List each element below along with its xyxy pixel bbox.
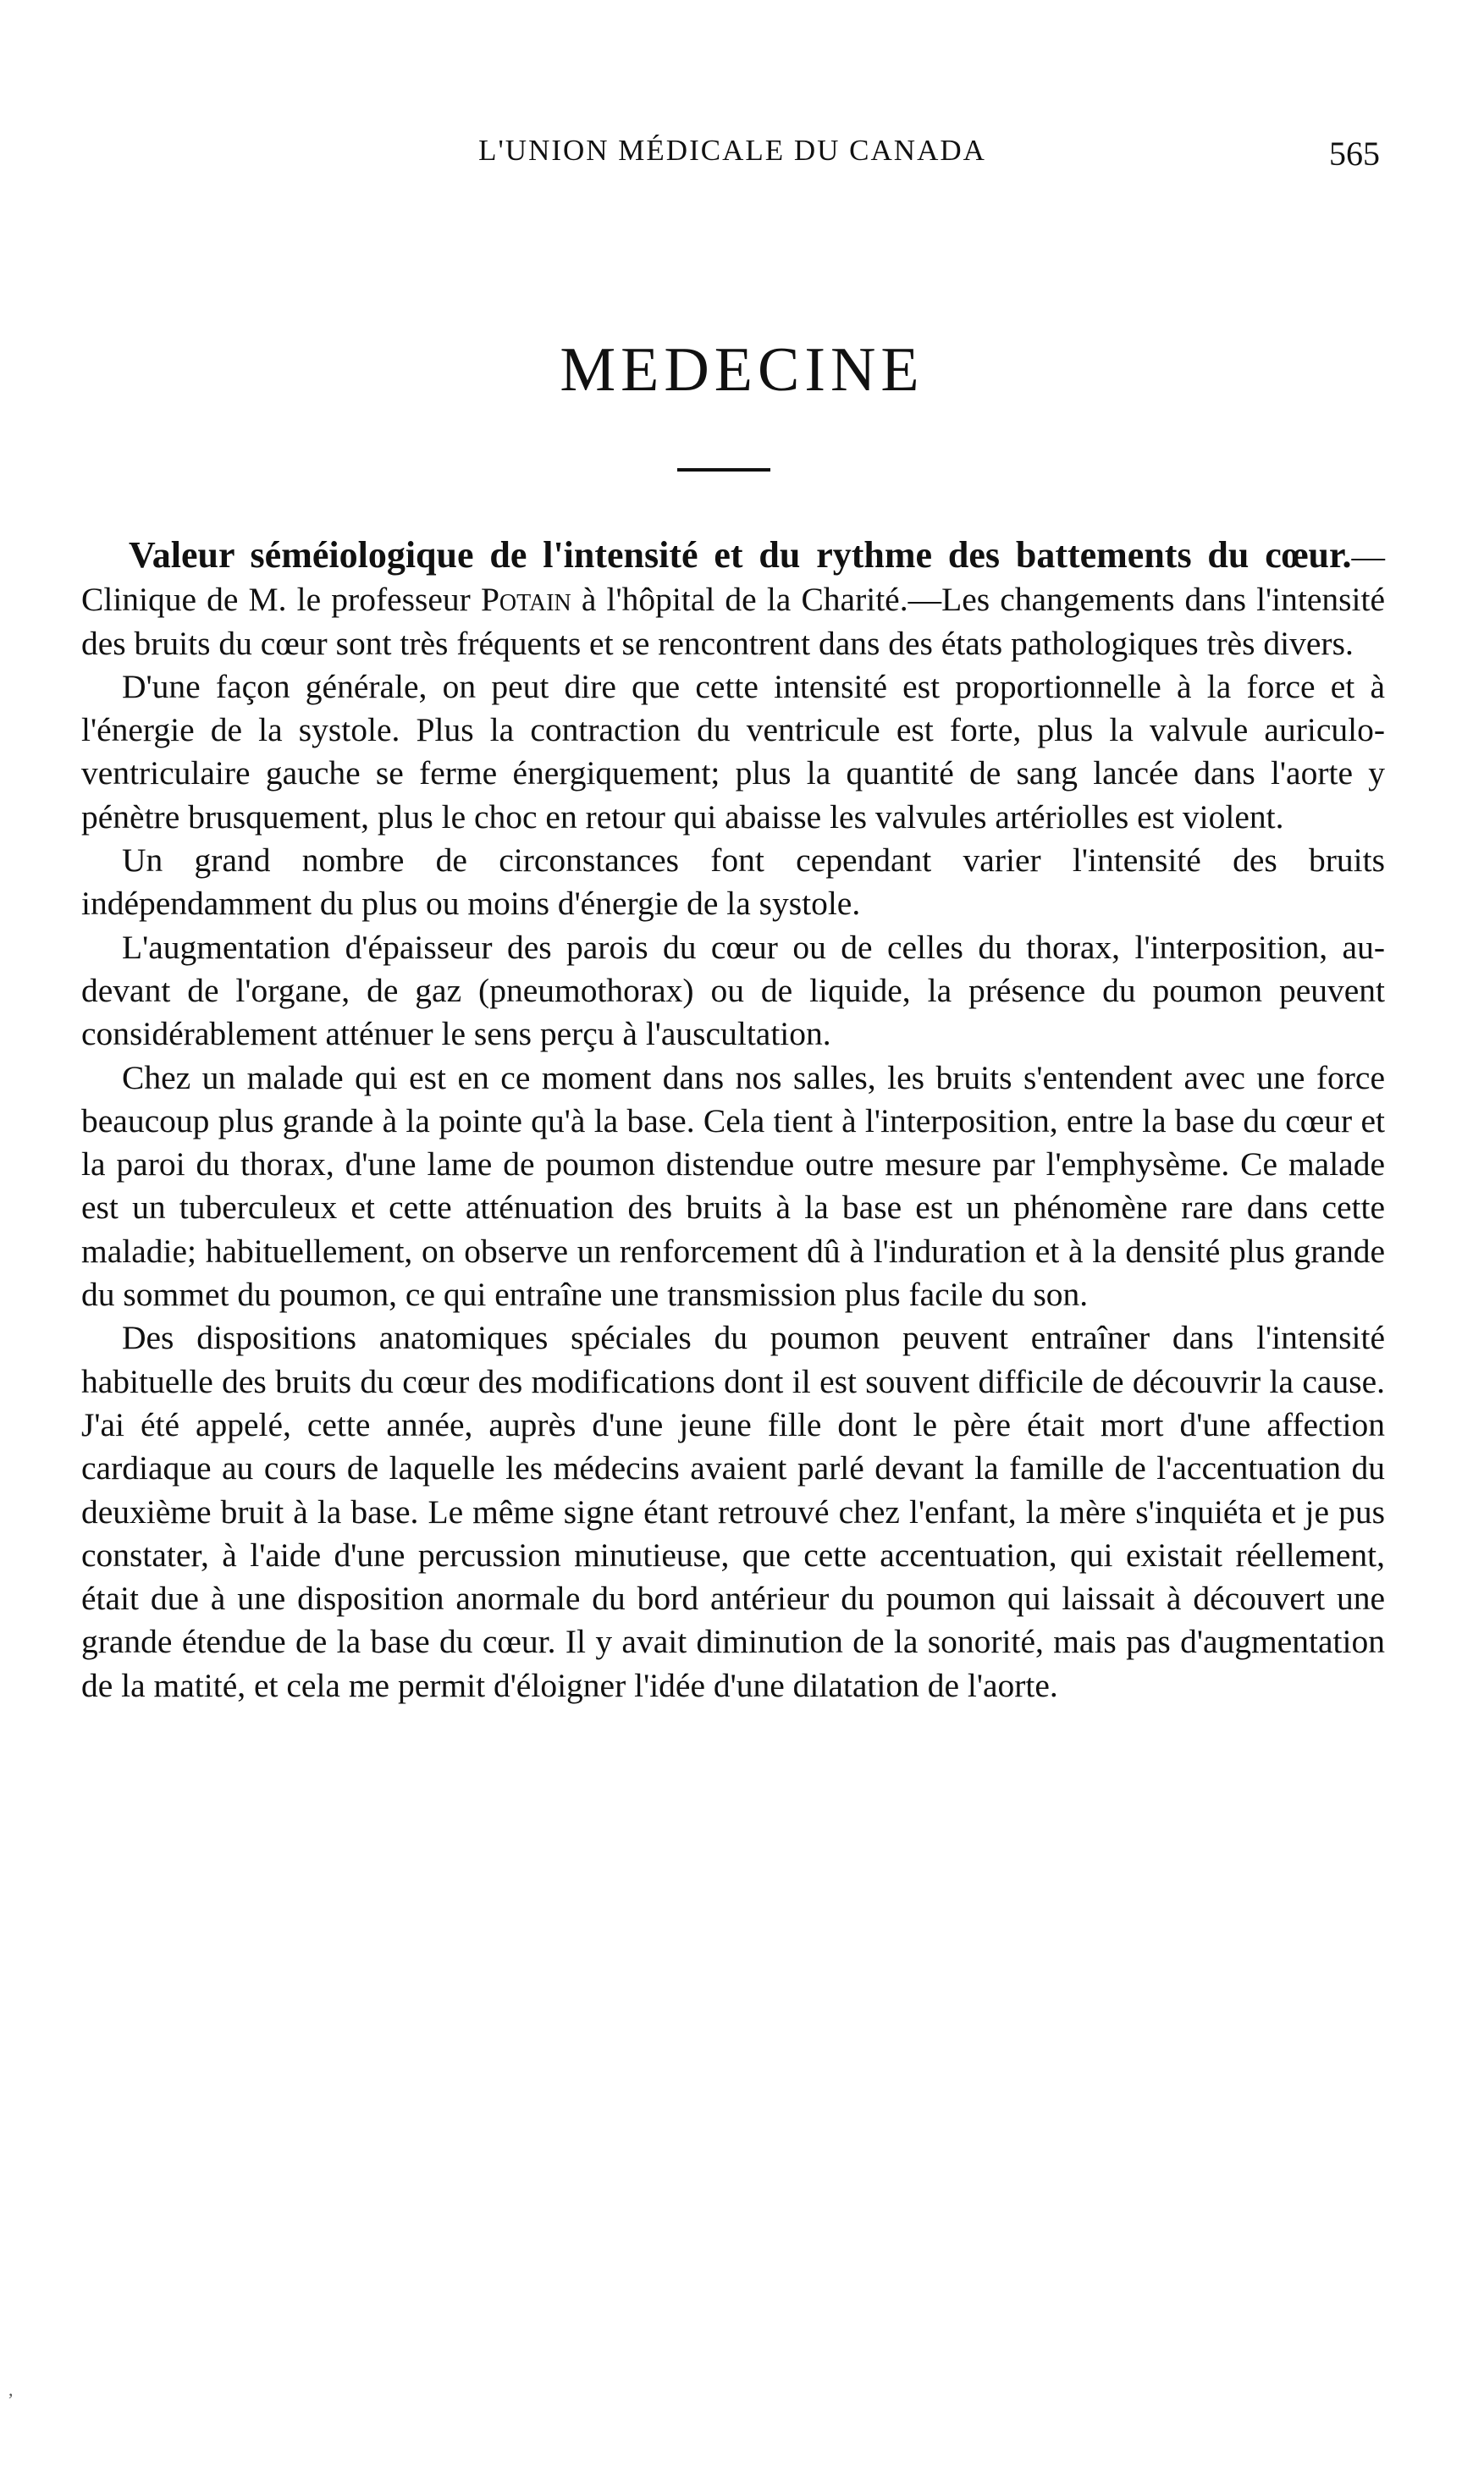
page-number: 565: [1329, 135, 1380, 173]
title-rule: [677, 468, 770, 472]
article-paragraph: D'une façon générale, on peut dire que cette intensité est proportionnelle à la force et à l'énergie de la systole. Plus la contraction du ventricule est forte, plus la valvule auriculo-ventriculaire gauche se ferme énergiquement; plus la quantité de sang lancée dans l'aorte y pénètre brusquement, plus le choc en retour qui abaisse les valvules artériolles est violent.: [81, 667, 1385, 836]
article-body: [81, 533, 1385, 1707]
article-paragraph: Chez un malade qui est en ce moment dans nos salles, les bruits s'entendent avec une force beaucoup plus grande à la pointe qu'à la base. Cela tient à l'interposition, entre la base du cœur et la paroi du thorax, d'une lame de poumon distendue outre mesure par l'emphysème. Ce malade est un tuberculeux et cette atténuation des bruits à la base est un phénomène rare dans cette maladie; habituellement, on observe un renforcement dû à l'induration et à la densité plus grande du sommet du poumon, ce qui entraîne une transmission plus facile du son.: [81, 1058, 1385, 1314]
article-lead-paragraph: [81, 533, 1385, 665]
article-paragraph: Des dispositions anatomiques spéciales du poumon peuvent entraîner dans l'intensité habituelle des bruits du cœur des modifications dont il est souvent difficile de découvrir la cause. J'ai été appelé, cette année, auprès d'une jeune fille dont le père était mort d'une affection cardiaque au cours de laquelle les médecins avaient parlé devant la famille de l'accentuation du deuxième bruit à la base. Le même signe étant retrouvé chez l'enfant, la mère s'inquiéta et je pus constater, à l'aide d'une percussion minutieuse, que cette accentuation, qui existait réellement, était due à une disposition anormale du bord antérieur du poumon qui laissait à découvert une grande étendue de la base du cœur. Il y avait diminution de la sonorité, mais pas d'augmentation de la matité, et cela me permit d'éloigner l'idée d'une dilatation de l'aorte.: [81, 1319, 1385, 1704]
article-lead-rest: à l'hôpital de la Charité.—Les changements dans l'intensité des bruits du cœur sont très fréquents et se rencontrent dans des états pathologiques très divers.: [81, 581, 1385, 662]
article-paragraph: Un grand nombre de circonstances font cependant varier l'intensité des bruits indépendamment du plus ou moins d'énergie de la systole.: [81, 841, 1385, 923]
running-head: [85, 134, 1380, 185]
professor-name: Potain: [480, 581, 571, 619]
margin-mark: ,: [8, 2379, 14, 2400]
article-lead-intro: —Clinique de M. le professeur: [81, 538, 1385, 619]
article-lead-title: Valeur séméiologique de l'intensité et du rythme des battements du cœur.: [129, 534, 1352, 576]
running-title: L'UNION MÉDICALE DU CANADA: [478, 134, 986, 167]
section-title: MEDECINE: [560, 335, 924, 405]
article-paragraph: L'augmentation d'épaisseur des parois du cœur ou de celles du thorax, l'interposition, au-devant de l'organe, de gaz (pneumothorax) ou de liquide, la présence du poumon peuvent considérablement atténuer le sens perçu à l'auscultation.: [81, 928, 1385, 1053]
